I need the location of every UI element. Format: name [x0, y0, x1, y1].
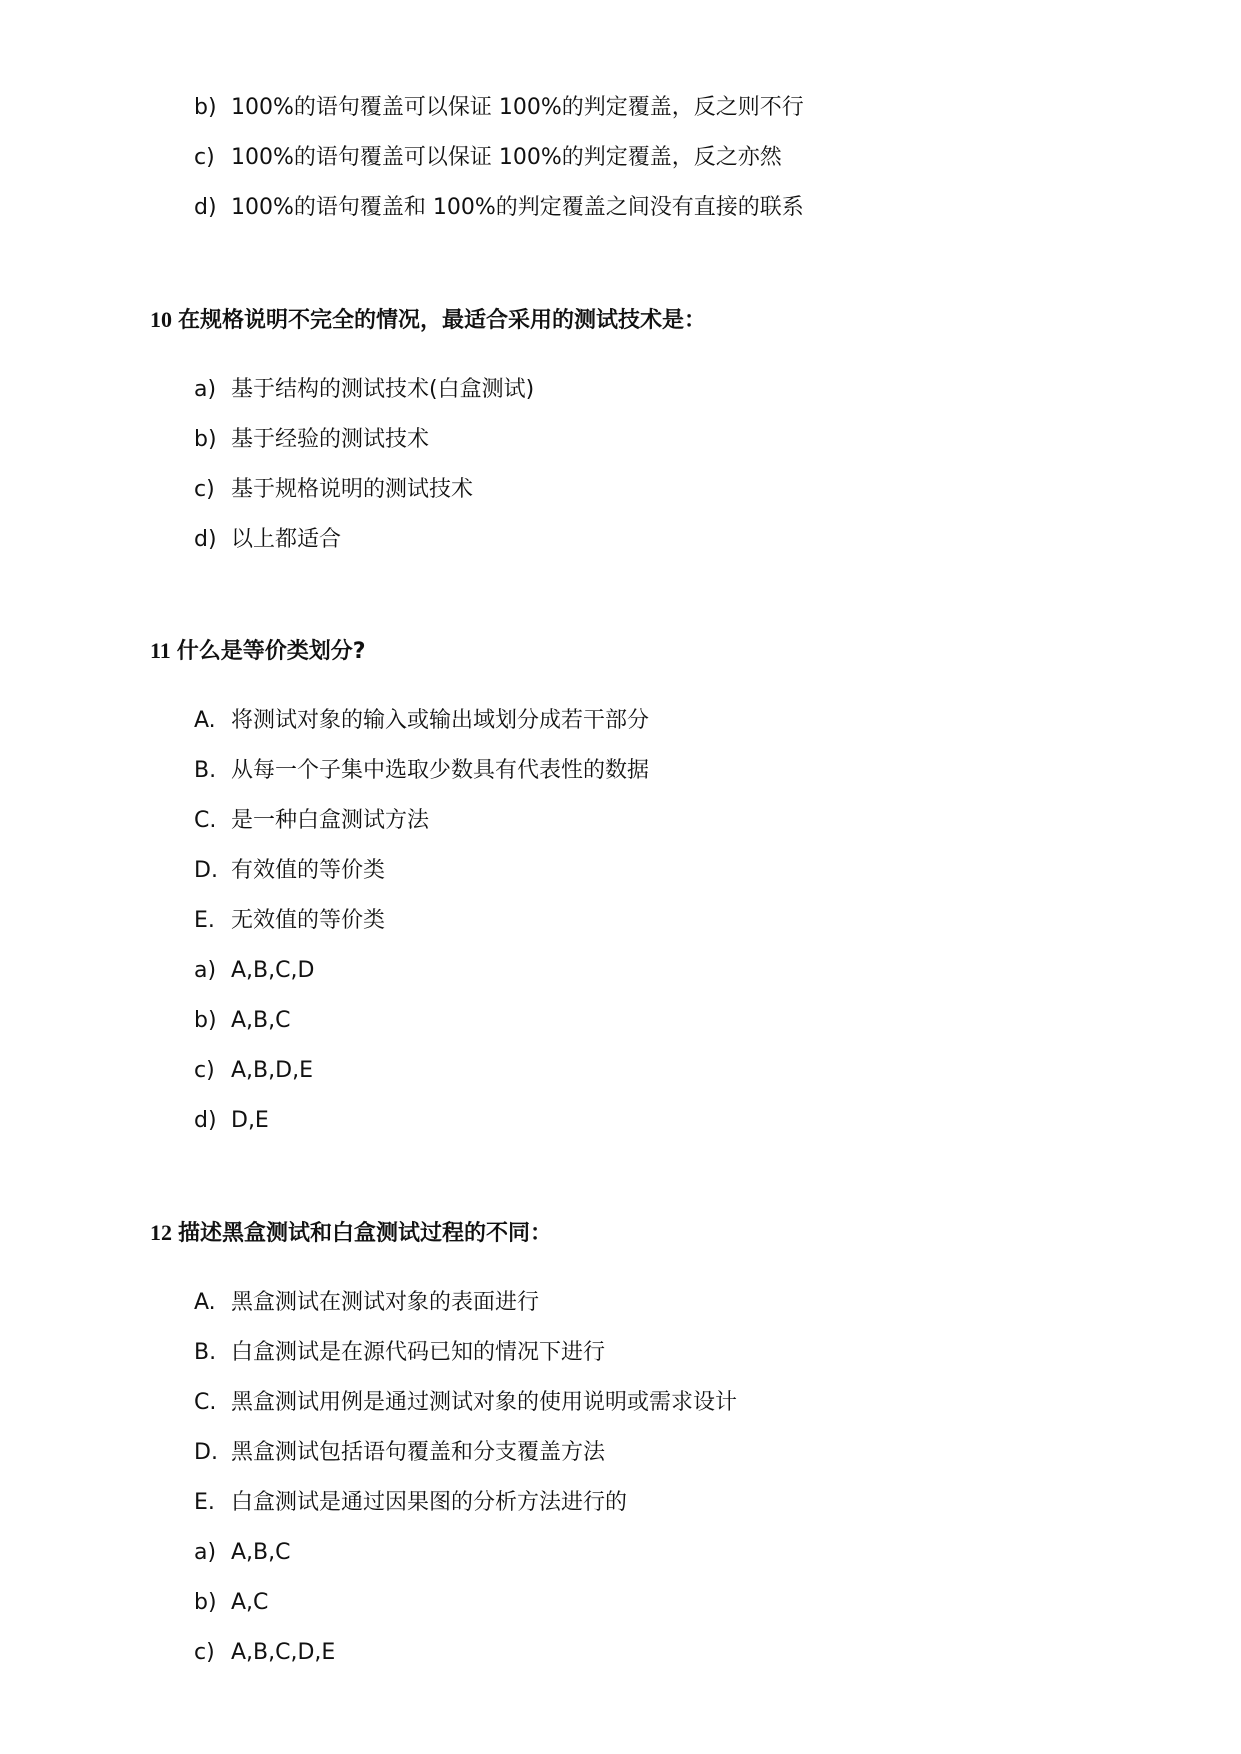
statement-marker: A. — [194, 1290, 216, 1315]
q11-statement-b — [194, 756, 649, 786]
statement-text: 黑盒测试在测试对象的表面进行 — [231, 1290, 540, 1315]
q11-option-d — [194, 1106, 269, 1136]
option-text: 以上都适合 — [231, 527, 342, 552]
statement-marker: D. — [194, 858, 218, 883]
option-text: A,C — [231, 1590, 269, 1615]
q12-option-a — [194, 1538, 291, 1568]
statement-text: 有效值的等价类 — [231, 858, 386, 883]
q11-statement-a — [194, 706, 649, 736]
statement-text: 是一种白盒测试方法 — [231, 808, 430, 833]
q11-statement-c — [194, 806, 429, 836]
statement-marker: E. — [194, 908, 215, 933]
q12-statement-d — [194, 1438, 605, 1468]
option-marker: b) — [194, 95, 217, 120]
option-text: 100%的语句覆盖可以保证 100%的判定覆盖，反之则不行 — [231, 95, 804, 120]
option-text: 基于经验的测试技术 — [231, 427, 430, 452]
question-title: 描述黑盒测试和白盒测试过程的不同： — [178, 1221, 553, 1246]
q10-heading — [150, 305, 706, 336]
q12-statement-a — [194, 1288, 539, 1318]
q11-heading — [150, 636, 366, 667]
q12-heading — [150, 1218, 552, 1249]
statement-marker: B. — [194, 758, 217, 783]
option-text: A,B,D,E — [231, 1058, 313, 1083]
option-marker: a) — [194, 958, 217, 983]
q12-option-b — [194, 1588, 268, 1618]
statement-text: 将测试对象的输入或输出域划分成若干部分 — [231, 708, 650, 733]
option-marker: c) — [194, 1640, 215, 1665]
statement-text: 黑盒测试用例是通过测试对象的使用说明或需求设计 — [231, 1390, 738, 1415]
option-marker: b) — [194, 1590, 217, 1615]
q9-option-c — [194, 143, 782, 173]
q11-option-c — [194, 1056, 313, 1086]
option-text: A,B,C — [231, 1008, 291, 1033]
q12-statement-b — [194, 1338, 605, 1368]
question-title: 在规格说明不完全的情况，最适合采用的测试技术是： — [178, 308, 707, 333]
option-marker: d) — [194, 1108, 217, 1133]
option-marker: b) — [194, 1008, 217, 1033]
q12-statement-e — [194, 1488, 627, 1518]
statement-text: 无效值的等价类 — [231, 908, 386, 933]
statement-marker: E. — [194, 1490, 215, 1515]
q9-option-b — [194, 93, 804, 123]
statement-marker: B. — [194, 1340, 217, 1365]
question-number: 12 — [150, 1220, 172, 1245]
option-text: D,E — [231, 1108, 269, 1133]
q9-option-d — [194, 193, 804, 223]
q12-option-c — [194, 1638, 335, 1668]
statement-marker: D. — [194, 1440, 218, 1465]
option-marker: c) — [194, 1058, 215, 1083]
option-text: 100%的语句覆盖可以保证 100%的判定覆盖，反之亦然 — [231, 145, 782, 170]
option-marker: d) — [194, 527, 217, 552]
statement-text: 白盒测试是在源代码已知的情况下进行 — [231, 1340, 606, 1365]
option-marker: c) — [194, 145, 215, 170]
option-text: A,B,C,D — [231, 958, 315, 983]
statement-marker: A. — [194, 708, 216, 733]
statement-text: 从每一个子集中选取少数具有代表性的数据 — [231, 758, 650, 783]
q10-option-d — [194, 525, 341, 555]
statement-marker: C. — [194, 808, 217, 833]
statement-text: 黑盒测试包括语句覆盖和分支覆盖方法 — [231, 1440, 606, 1465]
q11-statement-e — [194, 906, 385, 936]
option-text: A,B,C,D,E — [231, 1640, 336, 1665]
q10-option-a — [194, 375, 534, 405]
option-text: A,B,C — [231, 1540, 291, 1565]
statement-text: 白盒测试是通过因果图的分析方法进行的 — [231, 1490, 628, 1515]
option-marker: c) — [194, 477, 215, 502]
question-title: 什么是等价类划分? — [176, 639, 366, 664]
question-number: 10 — [150, 307, 172, 332]
option-marker: a) — [194, 377, 217, 402]
q10-option-c — [194, 475, 473, 505]
statement-marker: C. — [194, 1390, 217, 1415]
question-number: 11 — [150, 638, 171, 663]
option-marker: d) — [194, 195, 217, 220]
q12-statement-c — [194, 1388, 737, 1418]
option-text: 基于规格说明的测试技术 — [231, 477, 474, 502]
option-text: 100%的语句覆盖和 100%的判定覆盖之间没有直接的联系 — [231, 195, 804, 220]
q10-option-b — [194, 425, 429, 455]
option-marker: b) — [194, 427, 217, 452]
q11-option-b — [194, 1006, 291, 1036]
q11-option-a — [194, 956, 314, 986]
q11-statement-d — [194, 856, 385, 886]
option-text: 基于结构的测试技术(白盒测试) — [231, 377, 535, 402]
option-marker: a) — [194, 1540, 217, 1565]
